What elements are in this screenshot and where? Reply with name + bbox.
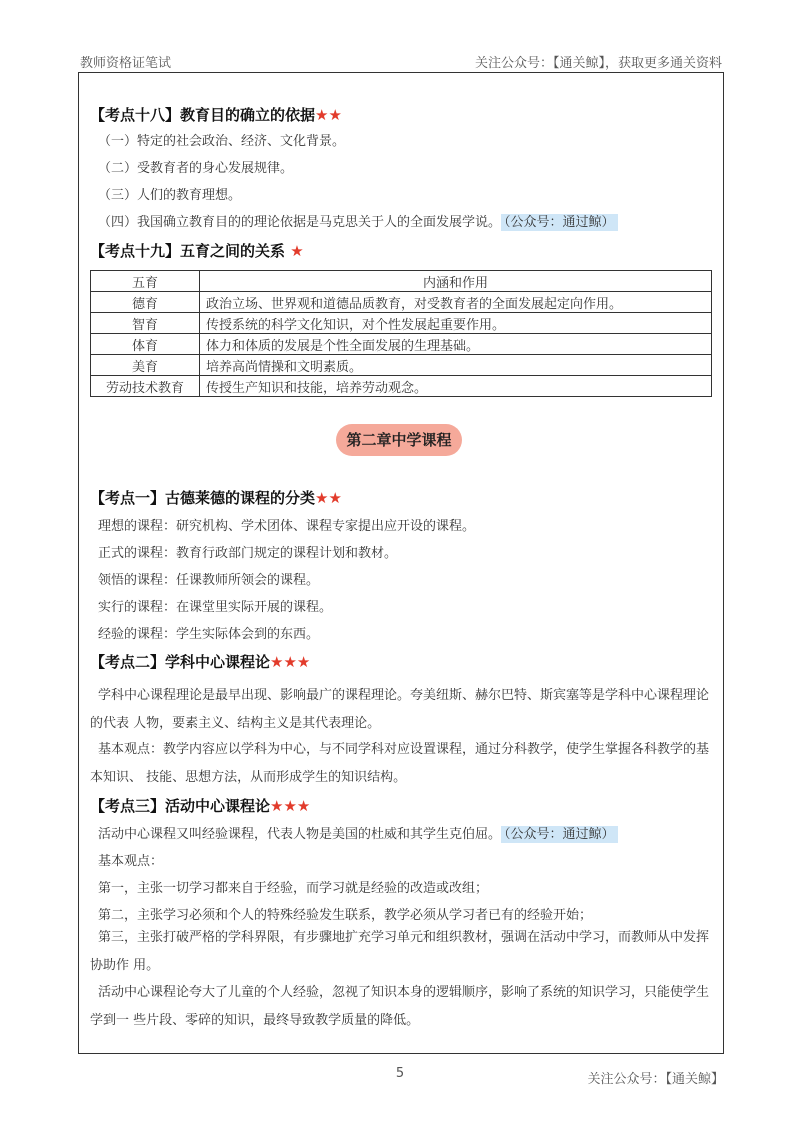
list-item: 领悟的课程：任课教师所领会的课程。 — [98, 573, 320, 588]
page-number: 5 — [395, 1066, 405, 1081]
table-cell: 政治立场、世界观和道德品质教育，对受教育者的全面发展起定向作用。 — [200, 292, 712, 313]
heading-text: 【考点十九】五育之间的关系 — [90, 242, 286, 260]
list-item: 实行的课程：在课堂里实际开展的课程。 — [98, 600, 333, 615]
table-header: 内涵和作用 — [200, 271, 712, 292]
table-row — [91, 292, 712, 313]
importance-stars: ★★ — [315, 489, 342, 507]
paragraph: 第二，主张学习必须和个人的特殊经验发生联系，教学必须从学习者已有的经验开始； — [98, 908, 593, 923]
importance-stars: ★★ — [315, 106, 342, 124]
section-heading-1 — [90, 487, 342, 508]
highlight-note: （公众号：通过鲸） — [501, 826, 618, 843]
table-row — [91, 355, 712, 376]
table-cell: 德育 — [91, 292, 200, 313]
list-item: （二）受教育者的身心发展规律。 — [98, 161, 294, 176]
list-item: 正式的课程：教育行政部门规定的课程计划和教材。 — [98, 546, 398, 561]
table-header-row — [91, 271, 712, 292]
footer-right: 关注公众号：【通关鲸】 — [587, 1072, 724, 1087]
five-education-table — [90, 270, 712, 397]
paragraph: 基本观点： — [98, 854, 164, 869]
highlight-note: （公众号：通过鲸） — [501, 214, 618, 231]
section-heading-19 — [90, 240, 304, 261]
importance-stars: ★★★ — [270, 797, 311, 815]
table-cell: 体力和体质的发展是个性全面发展的生理基础。 — [200, 334, 712, 355]
paragraph: 活动中心课程论夸大了儿童的个人经验，忽视了知识本身的逻辑顺序，影响了系统的知识学习，只能使学生学到一 些片段、零碎的知识，最终导致教学质量的降低。 — [90, 985, 710, 1028]
table-cell: 传授生产知识和技能，培养劳动观念。 — [200, 376, 712, 397]
header-right: 关注公众号：【通关鲸】，获取更多通关资料 — [474, 56, 722, 71]
paragraph: 第三，主张打破严格的学科界限，有步骤地扩充学习单元和组织教材，强调在活动中学习，而教师从中发挥协助作 用。 — [90, 930, 710, 973]
header-left: 教师资格证笔试 — [80, 56, 172, 71]
chapter-title-badge: 第二章中学课程 — [336, 424, 462, 456]
heading-text: 【考点二】学科中心课程论 — [90, 653, 271, 671]
list-item — [98, 211, 618, 230]
table-cell: 智育 — [91, 313, 200, 334]
table-cell: 美育 — [91, 355, 200, 376]
list-item: 经验的课程：学生实际体会到的东西。 — [98, 627, 320, 642]
table-row — [91, 334, 712, 355]
section-heading-2 — [90, 651, 310, 672]
paragraph — [98, 823, 618, 842]
section-heading-18 — [90, 104, 342, 125]
table-header: 五育 — [91, 271, 200, 292]
paragraph: 学科中心课程理论是最早出现、影响最广的课程理论。夸美纽斯、赫尔巴特、斯宾塞等是学科中心课程理论的代表 人物，要素主义、结构主义是其代表理论。 — [90, 688, 710, 731]
heading-text: 【考点三】活动中心课程论 — [90, 797, 271, 815]
list-item: （三）人们的教育理想。 — [98, 188, 242, 203]
table-row — [91, 376, 712, 397]
importance-stars: ★★★ — [270, 653, 311, 671]
heading-text: 【考点十八】教育目的确立的依据 — [90, 106, 316, 124]
table-cell: 传授系统的科学文化知识，对个性发展起重要作用。 — [200, 313, 712, 334]
paragraph: 基本观点：教学内容应以学科为中心，与不同学科对应设置课程，通过分科教学，使学生掌握各科教学的基本知识、 技能、思想方法，从而形成学生的知识结构。 — [90, 742, 710, 785]
paragraph: 第一，主张一切学习都来自于经验，而学习就是经验的改造或改组； — [98, 881, 489, 896]
table-cell: 培养高尚情操和文明素质。 — [200, 355, 712, 376]
paragraph-text: 活动中心课程又叫经验课程，代表人物是美国的杜威和其学生克伯屈。 — [98, 827, 502, 842]
heading-text: 【考点一】古德莱德的课程的分类 — [90, 489, 316, 507]
section-heading-3 — [90, 795, 310, 816]
list-item: 理想的课程：研究机构、学术团体、课程专家提出应开设的课程。 — [98, 519, 476, 534]
list-item: （一）特定的社会政治、经济、文化背景。 — [98, 134, 346, 149]
table-cell: 体育 — [91, 334, 200, 355]
table-cell: 劳动技术教育 — [91, 376, 200, 397]
list-item-text: （四）我国确立教育目的的理论依据是马克思关于人的全面发展学说。 — [98, 215, 502, 230]
table-row — [91, 313, 712, 334]
importance-stars: ★ — [290, 242, 304, 260]
